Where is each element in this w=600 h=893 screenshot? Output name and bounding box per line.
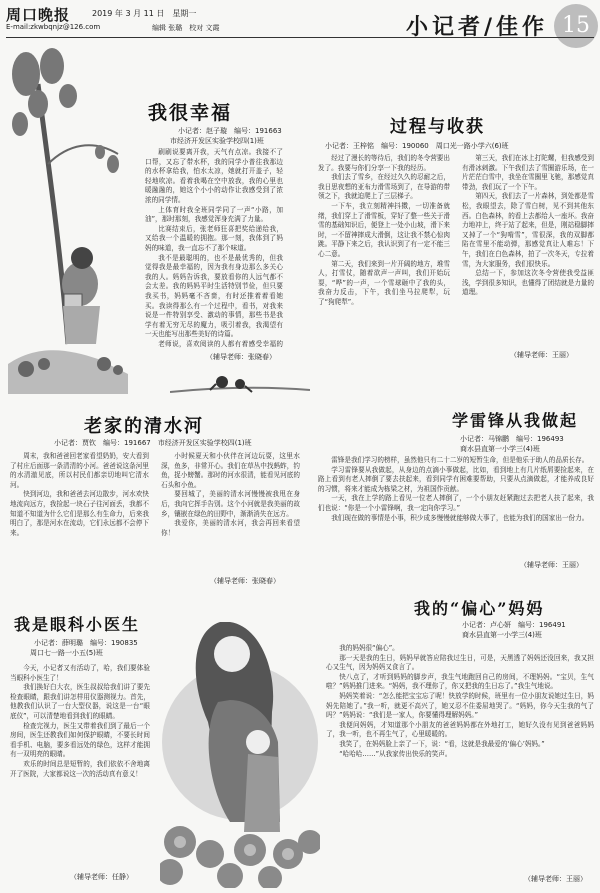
paragraph: 一天，我在上学的路上看见一位老人摔倒了，一个小朋友赶紧跑过去把老人扶了起来，我们也说：“你是一个小雷锋啊，我一定向你学习。” (318, 494, 594, 512)
masthead-divider (6, 37, 594, 38)
paragraph: 我便问妈妈，才知道那个小朋友的爸爸妈妈都在外地打工，她好久没有见到爸爸妈妈了，我一听，也不再生气了，心里暖暖的。 (326, 720, 594, 739)
article-body-leifeng (318, 456, 594, 556)
paragraph: 老师说，喜欢阅读的人都有着感受幸福的 (158, 339, 283, 348)
paragraph: 一下车，我立刻精神抖擞，一切准备就绪，我们穿上了滑雪板，穿好了整一些关于滑雪的基础知识后，便登上一处小山坡，滑下来时，一不留神摔成大滑倒，这让我不禁心惊肉跳。平静下来之后，我认识到了有一定不能三心二意。 (318, 201, 450, 258)
byline-happiness: 小记者：赵子璇 编号：191663 (178, 127, 282, 135)
paragraph: 那一天是我的生日，妈妈早就答应陪我过生日，可是，天黑透了妈妈还没回来，我又担心又生气，因为妈妈又食言了。 (326, 653, 594, 672)
paragraph: “哈哈哈……”从我家传出快乐的笑声。 (339, 749, 452, 758)
paragraph: 我爱你，美丽的清水河，我会再回来看望你！ (161, 519, 300, 537)
byline-leifeng: 小记者：马锦鹏 编号：196493 (460, 435, 564, 443)
paragraph: 比赛结束后，张老师狂喜把奖给递给我，又给我一个温暖的拥抱。那一刻，我体到了妈妈的味道，我一直忘不了那个味道。 (145, 224, 283, 252)
paragraph: 小时候夏天和小伙伴在河边玩耍，这里水深，鱼多，非常开心。我们在草丛中找蚂蚱，钓鱼，捉小螃蟹。那时的河水很清，能看见河底的石头和小鱼。 (161, 452, 300, 489)
article-body-mom (326, 644, 594, 870)
article-body-harvest (318, 154, 594, 344)
article-title-harvest: 过程与收获 (390, 117, 485, 137)
contact-email: E-mail:zkwbqnjz@126.com (6, 23, 101, 31)
paragraph: 今天，小记者又有活动了，哈，我们要体验当眼科小医生了！ (10, 664, 150, 682)
byline-river: 小记者：贾钦 编号：191667 市经济开发区实验学校四(1)班 (54, 439, 252, 447)
paragraph: 妈妈笑着说：“怎么能把宝宝忘了呢！快放学的时候，班里有一位小朋友说她过生日，妈妈先陪她了。”我一听，就更不高兴了，她又忍不住委屈地哭了。“妈妈，你今天生我的气了吗？”妈妈说：“我们是一家人，你要懂得理解妈妈。” (326, 691, 594, 720)
paragraph: 要回城了，美丽的清水河慢慢被我甩在身后，我向它挥手告别。这个小河就是我美丽的故乡，镶嵌在绿色的田野中，渐渐消失在远方。 (161, 490, 300, 518)
paragraph: 我们去了雪乡，在经过久久的忍耐之后，我日思夜想的亚布力滑雪场到了，在导游的带领之下，我就迫爬上了三层梯子。 (318, 173, 450, 201)
paragraph: 我们现在做的事情是小事，积少成多慢慢就能够做大事了，也能为我们的国家出一份力。 (331, 513, 589, 522)
issue-date: 2019 年 3 月 11 日 星期一 (92, 9, 197, 18)
paragraph: 我不是最聪明的，也不是最优秀的，但我觉得我是最幸福的，因为我有身边那么多关心我的人。妈妈告诉我，要放看你的人远气都不会太差。我的妈妈平时生活特别节俭，但只要我买书，妈妈毫不吝啬，有时还推着着看她买。我读得那么有一个过程中，看书，对我来说是一件特别享受、激动的事情，那些书是我学有着无穷无尽的魔力，吸引着我，我渴望有一天也能写出那些美好的诗篇。 (145, 253, 283, 339)
school-mom: 商水县直第一小学三(4)班 (462, 631, 542, 639)
article-title-doctor: 我是眼科小医生 (14, 615, 141, 634)
paragraph: 欢乐的时间总是短暂的，我们依依不舍地离开了医院，大家都说这一次的活动真有意义！ (10, 759, 150, 778)
article-title-river: 老家的清水河 (84, 416, 204, 437)
paragraph: 学习雷锋要从我做起，从身边的点滴小事做起，比如，看到地上有几片纸屑要捡起来，在路上看到有老人摔倒了要去扶起来，看到同学有困难要帮助，只要从点滴做起，才能养成良好的习惯，将来才能成为栋梁之材，为祖国作贡献。 (318, 465, 594, 493)
article-body-river (10, 452, 300, 572)
article-title-leifeng: 学雷锋从我做起 (452, 411, 579, 430)
paragraph: 经过了漫长的等待后，我们的冬令营要出发了。我要与你们分享一下我的经历。 (318, 154, 450, 172)
school-happiness: 市经济开发区实验学校四(1)班 (170, 137, 264, 145)
article-body-happiness (145, 148, 283, 348)
teacher-happiness: （辅导老师：张晓春） (206, 353, 276, 361)
school-leifeng: 商水县直第一小学三(4)班 (460, 445, 540, 453)
paragraph: 总结一下，参加这次冬令营使我受益匪浅，学到很多知识，也懂得了团结就是力量的道理。 (462, 269, 594, 297)
birds-branch-illustration (170, 362, 310, 402)
byline-mom: 小记者：卢心妍 编号：196491 (462, 621, 566, 629)
paragraph: 第四天，我们去了一片森林，到处都是雪松，我眼望去，除了雪白树，见不到其他东西。白色森林，的看上去都给人一座坏。我奋力地冲上，终于站了起来，但是，刚站稳脚摔又掉了一个“狗啃雪”，雪很深，我的双脚都陷在雪里不能动弹，那感觉真让人难忘！下午，我们在白色森林，拍了一次冬天，专拉着雪，为大家服务，我们很快乐。 (462, 192, 594, 268)
paragraph: 第二天，我们来到一片开阔的地方，堆雪人，打雪仗，随着欲声一声叫，我们开始玩耍，“哗”的一声，一个雪球砸中了我的头，我奋力反击，下午，我们坐马拉爬犁，玩了“狗爬犁”。 (318, 259, 450, 306)
mother-child-illustration (160, 592, 320, 888)
page-number-badge: 15 (554, 4, 598, 48)
byline-doctor: 小记者：薛明璐 编号：190835 (34, 639, 138, 647)
teacher-river: （辅导老师：张晓春） (210, 577, 280, 585)
girl-reading-illustration (8, 44, 138, 394)
paragraph: 快到河边，我和爸爸去河边散步，河水欢快地流向远方，我捡起一块石子往河面丢，我都不知道不知道为什么它们是那么有生命力，后来我明白了，那是河水在流动，它们永远都不会停下来。 (10, 490, 149, 537)
paragraph: 我们换好白大衣，医生叔叔给我们讲了要先检查眼睛，跟我们讲怎样用仪器测视力。首先，他教我们认识了一台大型仪器，说这是一台“眼底仪”，可以清楚地看到我们的眼睛。 (10, 683, 150, 720)
school-doctor: 周口七一路一小五(5)班 (30, 649, 103, 657)
newspaper-logo: 周口晚报 (6, 6, 71, 24)
section-title: 小记者/佳作 (406, 14, 549, 40)
article-body-doctor (10, 664, 150, 864)
paragraph: 我的妈妈很“偏心”。 (339, 644, 399, 652)
paragraph: 我笑了，在妈妈脸上亲了一下，说：“看，这就是我最爱的‘偏心’妈妈。” (339, 739, 545, 748)
article-title-happiness: 我很幸福 (148, 102, 233, 124)
paragraph: 快八点了，才听到妈妈的脚步声，我生气地跑回自己的房间，不理妈妈。“宝贝，生气啦？”妈妈推门进来。“妈妈，我不理你了，你又把我的生日忘了。”我生气地说。 (326, 672, 594, 691)
editor-credit: 编辑 张璐 校对 文霞 (152, 24, 220, 32)
teacher-leifeng: （辅导老师：王丽） (520, 561, 583, 569)
teacher-harvest: （辅导老师：王丽） (510, 351, 573, 359)
paragraph: 第三天，我们在冰上打陀螺，但我感受到有滑冰刺激。下午我们去了雪圈游乐场，在一片茫茫白雪中，我坐在雪圈里飞驰，那感觉真带劲，我们玩了一个下午。 (462, 154, 594, 191)
paragraph: 刷刷说要离开我，天气有点凉。我接不了口帮，又忘了带水杯，我的同学小普往我那边的水杯拿给我，怕水太凉，她就打开盖子，轻轻地吹凉。看着我喝在空中放我，我的心里也暖融融的，她这个小小的动作让我感受到了浓浓的同学情。 (145, 148, 283, 204)
article-title-mom: 我的“偏心”妈妈 (414, 599, 545, 618)
paragraph: 检查完视力，医生又带着我们到了最后一个房间，医生还教我们如何保护眼睛，不要长时间看手机、电脑，要多看远处的绿色，这样才能拥有一双明亮的眼睛。 (10, 721, 150, 759)
byline-harvest: 小记者：王梓铭 编号：190060 周口光一路小学六(6)班 (325, 142, 509, 150)
paragraph: 上体育时我全班同学同了一声“小路，加油”，那时那刻，我感觉浑身充满了力量。 (145, 205, 283, 224)
teacher-mom: （辅导老师：王丽） (524, 875, 587, 883)
paragraph: 周末，我和爸爸回老家看望奶奶，安大看到了村庄后面那一条清清的小河。爸爸说这条河里的水清澈见底，所以村民们都亲切地叫它清水河。 (10, 452, 149, 489)
paragraph: 雷锋是我们学习的榜样，虽然他只有二十二岁的短暂生命，但是他乐于助人的品质长存。 (331, 456, 589, 464)
teacher-doctor: （辅导老师：任静） (70, 873, 133, 881)
masthead (6, 4, 594, 40)
